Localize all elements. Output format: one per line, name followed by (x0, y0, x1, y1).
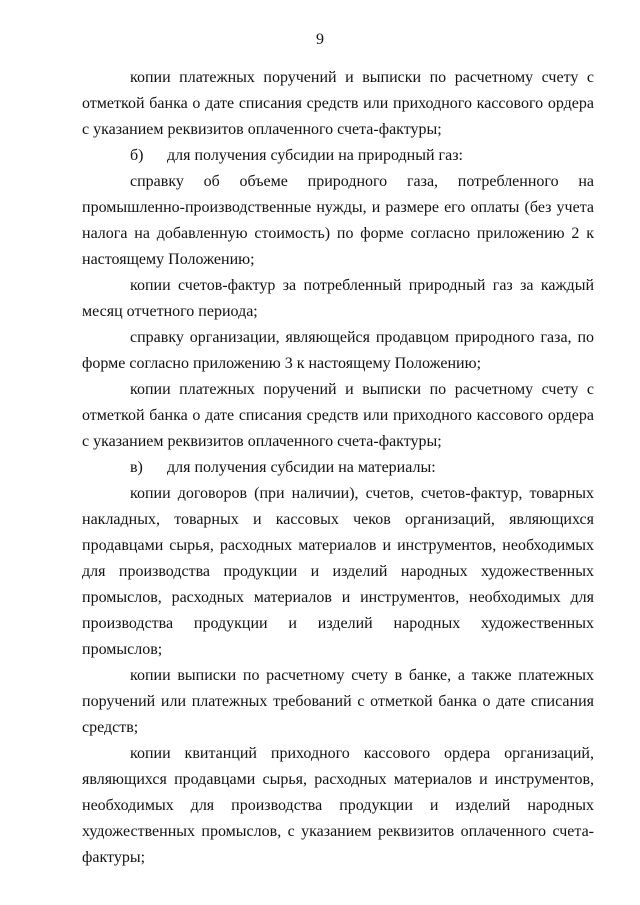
document-body (82, 65, 594, 871)
list-item-text: для получения субсидии на природный газ: (167, 147, 463, 164)
paragraph-payment-copies: копии платежных поручений и выписки по расчетному счету с отметкой банка о дате списания средств или приходного кассового ордера с указанием реквизитов оплаченного счета-фактуры; (82, 69, 594, 138)
list-item-gas-subsidy (82, 143, 594, 169)
paragraph-gas-seller-statement: справку организации, являющейся продавцом природного газа, по форме согласно приложению 3 к настоящему Положению; (82, 329, 594, 372)
list-item-text: для получения субсидии на материалы: (167, 459, 436, 476)
paragraph-gas-volume-statement: справку об объеме природного газа, потребленного на промышленно-производственные нужды, и размере его оплаты (без учета налога на добавленную стоимость) по форме согласно приложению 2 к настоящему Положению; (82, 173, 594, 268)
list-item-materials-subsidy (82, 455, 594, 481)
paragraph-contract-copies: копии договоров (при наличии), счетов, счетов-фактур, товарных накладных, товарных и кассовых чеков организаций, являющихся продавцами сырья, расходных материалов и инструментов, необходимых для производства продукции и изделий народных художественных промыслов, расходных материалов и инструментов, необходимых для производства продукции и изделий народных художественных промыслов; (82, 485, 594, 658)
page-number: 9 (316, 31, 324, 48)
list-marker: б) (130, 147, 144, 164)
paragraph-bank-statement-copies: копии выписки по расчетному счету в банке, а также платежных поручений или платежных требований с отметкой банка о дате списания средств; (82, 667, 594, 736)
paragraph-receipt-copies: копии квитанций приходного кассового ордера организаций, являющихся продавцами сырья, расходных материалов и инструментов, необходимых для производства продукции и изделий народных художественных промыслов, с указанием реквизитов оплаченного счета-фактуры; (82, 745, 594, 866)
list-marker: в) (130, 459, 143, 476)
paragraph-payment-copies: копии платежных поручений и выписки по расчетному счету с отметкой банка о дате списания средств или приходного кассового ордера с указанием реквизитов оплаченного счета-фактуры; (82, 381, 594, 450)
paragraph-invoice-copies: копии счетов-фактур за потребленный природный газ за каждый месяц отчетного периода; (82, 277, 594, 320)
